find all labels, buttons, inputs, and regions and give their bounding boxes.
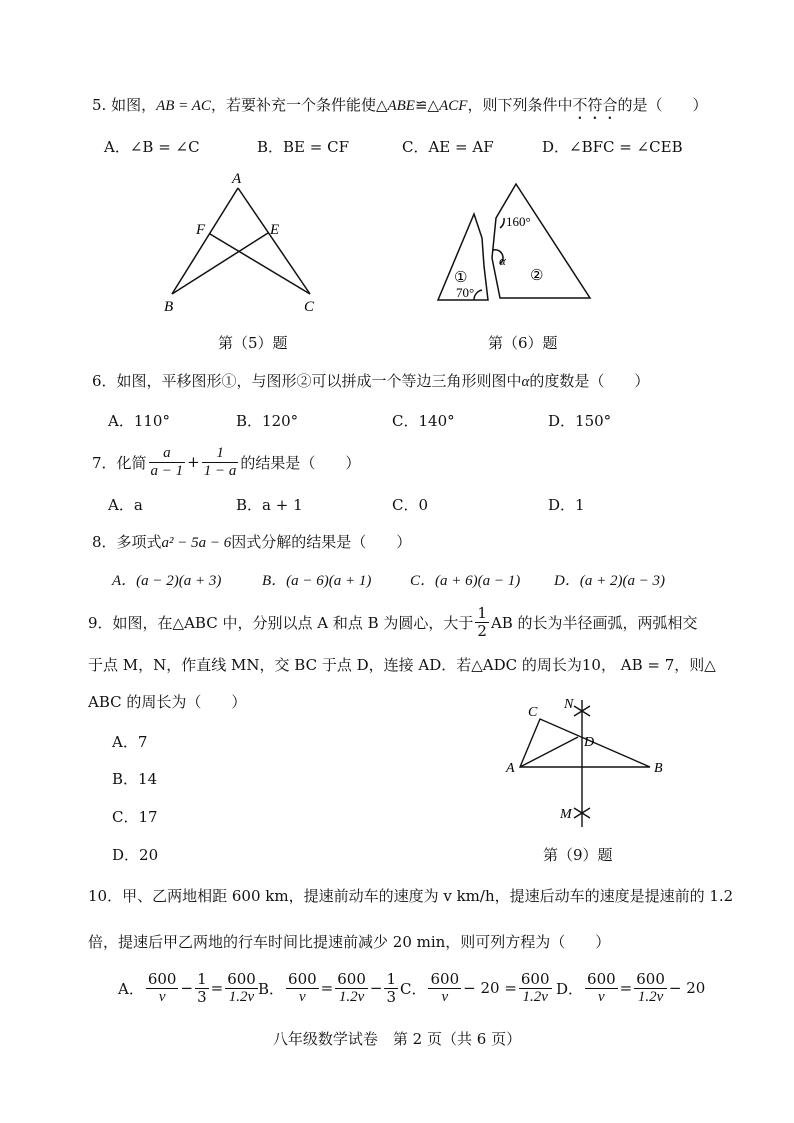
- q8-stem: [92, 531, 411, 552]
- fig5-caption: 第（5）题: [218, 334, 288, 352]
- q10a-eq: =: [210, 979, 224, 997]
- fig9-label-c: C: [528, 705, 538, 720]
- q5-tri2: ACF: [439, 98, 468, 114]
- q9-line1b: AB 的长为半径画弧，两弧相交: [490, 613, 698, 632]
- figure-9: [500, 692, 675, 830]
- q5-option-a[interactable]: A．∠B = ∠C: [104, 138, 200, 156]
- q10c-minus-eq: − 20 =: [463, 979, 517, 997]
- q5-stem: [92, 94, 707, 123]
- q5-option-d[interactable]: D．∠BFC = ∠CEB: [542, 138, 683, 156]
- q7-f2-den: 1 − a: [203, 462, 237, 479]
- q10-option-d[interactable]: [556, 966, 705, 1010]
- fig9-label-a: A: [506, 761, 515, 776]
- q10b-minus: −: [369, 979, 383, 997]
- q10b-frac-2: [335, 971, 368, 1006]
- fig5-label-b: B: [164, 299, 174, 315]
- q10b-frac-1: [286, 971, 319, 1006]
- fig5-label-e: E: [270, 222, 280, 238]
- q8-option-d[interactable]: D．(a + 2)(a − 3): [554, 573, 666, 589]
- q6-option-d[interactable]: D．150°: [548, 412, 612, 430]
- q9-half-den: 2: [477, 621, 487, 640]
- q5-tri1: ABE: [387, 98, 415, 114]
- fig5-label-a: A: [232, 171, 242, 187]
- q8-expression: a² − 5a − 6: [161, 535, 232, 551]
- q6-option-a[interactable]: A．110°: [108, 412, 170, 430]
- q9-line-3: ABC 的周长为（ ）: [88, 693, 247, 711]
- q8-option-a[interactable]: A．(a − 2)(a + 3): [112, 573, 222, 589]
- q10-line-1: 10．甲、乙两地相距 600 km，提速前动车的速度为 v km/h，提速后动车的速度是提速前的 1.2: [88, 887, 734, 905]
- q10d-frac-1: [585, 971, 618, 1006]
- q8-suffix: 因式分解的结果是（ ）: [231, 533, 412, 551]
- q9-line-1: [88, 600, 698, 644]
- fig9-label-d: D: [584, 735, 595, 750]
- fig5-side-ab: [172, 188, 238, 294]
- fig6-label-alpha: α: [499, 253, 506, 268]
- q6-option-b[interactable]: B．120°: [236, 412, 299, 430]
- q9-line1a: 9．如图，在△ABC 中，分别以点 A 和点 B 为圆心，大于: [88, 613, 474, 632]
- q10b-f2-den: 1.2v: [338, 988, 365, 1005]
- figure-5: [160, 166, 330, 316]
- q7-f1-num: a: [149, 445, 186, 463]
- q10a-f2-num: 1: [197, 969, 207, 988]
- q10b-f1-den: v: [299, 988, 306, 1005]
- q6-text-a: 6．如图，平移图形①，与图形②可以拼成一个等边三角形则图中: [92, 372, 522, 390]
- q6-option-c[interactable]: C．140°: [392, 412, 455, 430]
- q10a-f3-num: 600: [227, 969, 256, 988]
- q10-option-c[interactable]: [400, 966, 554, 1010]
- q10c-f2-num: 600: [520, 969, 550, 988]
- q10-option-b[interactable]: [258, 966, 400, 1010]
- q7-option-c[interactable]: C．0: [392, 496, 429, 514]
- q7-stem: [92, 440, 360, 484]
- q5-prefix: 5. 如图，: [92, 96, 157, 114]
- q10b-f3-num: 1: [386, 969, 397, 988]
- q10d-f2-num: 600: [636, 969, 665, 988]
- q5-mid2: ，则下列条件中: [467, 96, 573, 114]
- q10b-f2-num: 600: [337, 969, 366, 988]
- q10a-f3-den: 1.2v: [228, 988, 255, 1005]
- q10a-f1-num: 600: [147, 969, 177, 988]
- q7-fraction-1: [149, 445, 186, 480]
- q5-math: AB = AC: [156, 98, 211, 114]
- q10a-frac-1: [146, 971, 179, 1006]
- q10b-f3-den: 3: [386, 987, 397, 1006]
- q10c-label: C．: [400, 979, 427, 998]
- q10-option-a[interactable]: [118, 966, 260, 1010]
- q10a-frac-2: [195, 971, 209, 1006]
- fig6-label-circled-2: ②: [530, 268, 544, 284]
- q10d-tail: − 20: [668, 979, 706, 997]
- q7-f1-den: a − 1: [150, 462, 184, 479]
- q7-option-b[interactable]: B．a + 1: [236, 496, 303, 514]
- q5-cong: ≌△: [414, 96, 440, 114]
- q10d-frac-2: [634, 971, 667, 1006]
- page-footer: 八年级数学试卷 第 2 页（共 6 页）: [272, 1030, 522, 1048]
- fig6-angle-160: [500, 218, 504, 228]
- q8-option-b[interactable]: B．(a − 6)(a + 1): [262, 573, 372, 589]
- q5-option-c[interactable]: C．AE = AF: [402, 138, 494, 156]
- q10c-f1-den: v: [441, 988, 449, 1005]
- q7-option-d[interactable]: D．1: [548, 496, 585, 514]
- q6-text-b: 的度数是（ ）: [529, 372, 650, 390]
- fig5-label-c: C: [304, 299, 315, 315]
- figure-6: [430, 178, 600, 308]
- q9-option-b[interactable]: B．14: [112, 770, 158, 788]
- fig9-caption: 第（9）题: [543, 846, 613, 864]
- q5-mid: ，若要补充一个条件能使△: [210, 96, 388, 114]
- q9-option-d[interactable]: D．20: [112, 846, 159, 864]
- q10b-label: B．: [258, 979, 285, 998]
- fig5-side-ac: [238, 188, 310, 294]
- q8-option-c[interactable]: C．(a + 6)(a − 1): [410, 573, 521, 589]
- q7-option-a[interactable]: A．a: [108, 496, 143, 514]
- fig6-caption: 第（6）题: [488, 334, 558, 352]
- q7-suffix: 的结果是（ ）: [240, 453, 361, 472]
- q9-fraction-half: [475, 605, 489, 640]
- q7-plus: +: [187, 453, 200, 471]
- q10a-frac-3: [225, 971, 258, 1006]
- q5-suffix: 的是（ ）: [617, 96, 708, 114]
- q9-line-2: 于点 M，N，作直线 MN，交 BC 于点 D，连接 AD．若△ADC 的周长为10， AB = 7，则△: [88, 656, 716, 674]
- q10a-f2-den: 3: [197, 987, 207, 1006]
- q5-emphasis: 不符合: [572, 96, 618, 114]
- fig5-segment-fc: [210, 234, 310, 294]
- q10d-f1-den: v: [598, 988, 605, 1005]
- q6-alpha: α: [521, 374, 530, 390]
- q10d-f2-den: 1.2v: [637, 988, 664, 1005]
- q10c-frac-2: [519, 971, 552, 1006]
- q9-option-a[interactable]: A．7: [112, 733, 148, 751]
- fig6-angle-70: [474, 290, 482, 300]
- q6-stem: [92, 370, 649, 391]
- q10c-f2-den: 1.2v: [522, 988, 548, 1005]
- q10d-label: D．: [556, 979, 584, 998]
- q7-prefix: 7．化简: [92, 453, 147, 472]
- fig9-label-m: M: [560, 807, 572, 822]
- q10b-eq: =: [320, 979, 334, 997]
- fig6-label-160: 160°: [506, 214, 531, 229]
- q10c-f1-num: 600: [430, 969, 460, 988]
- fig9-label-n: N: [564, 697, 574, 712]
- q8-prefix: 8．多项式: [92, 533, 162, 551]
- q10a-f1-den: v: [158, 988, 166, 1005]
- q10b-f1-num: 600: [288, 969, 317, 988]
- q10c-frac-1: [428, 971, 461, 1006]
- q9-option-c[interactable]: C．17: [112, 808, 158, 826]
- q10b-frac-3: [384, 971, 398, 1006]
- q10a-label: A．: [118, 979, 144, 998]
- q7-f2-num: 1: [202, 445, 239, 463]
- fig9-segment-ad: [520, 737, 578, 767]
- q10a-minus: −: [180, 979, 194, 997]
- fig6-label-70: 70°: [456, 285, 475, 300]
- fig6-label-circled-1: ①: [454, 270, 468, 286]
- q10-line-2: 倍，提速后甲乙两地的行车时间比提速前减少 20 min，则可列方程为（ ）: [88, 933, 611, 951]
- q9-half-num: 1: [477, 603, 487, 622]
- fig9-label-b: B: [654, 761, 663, 776]
- q10d-f1-num: 600: [587, 969, 616, 988]
- fig5-label-f: F: [196, 222, 206, 238]
- q5-option-b[interactable]: B．BE = CF: [257, 138, 349, 156]
- q7-fraction-2: [202, 445, 239, 480]
- q10d-eq: =: [619, 979, 633, 997]
- fig5-segment-be: [172, 233, 268, 294]
